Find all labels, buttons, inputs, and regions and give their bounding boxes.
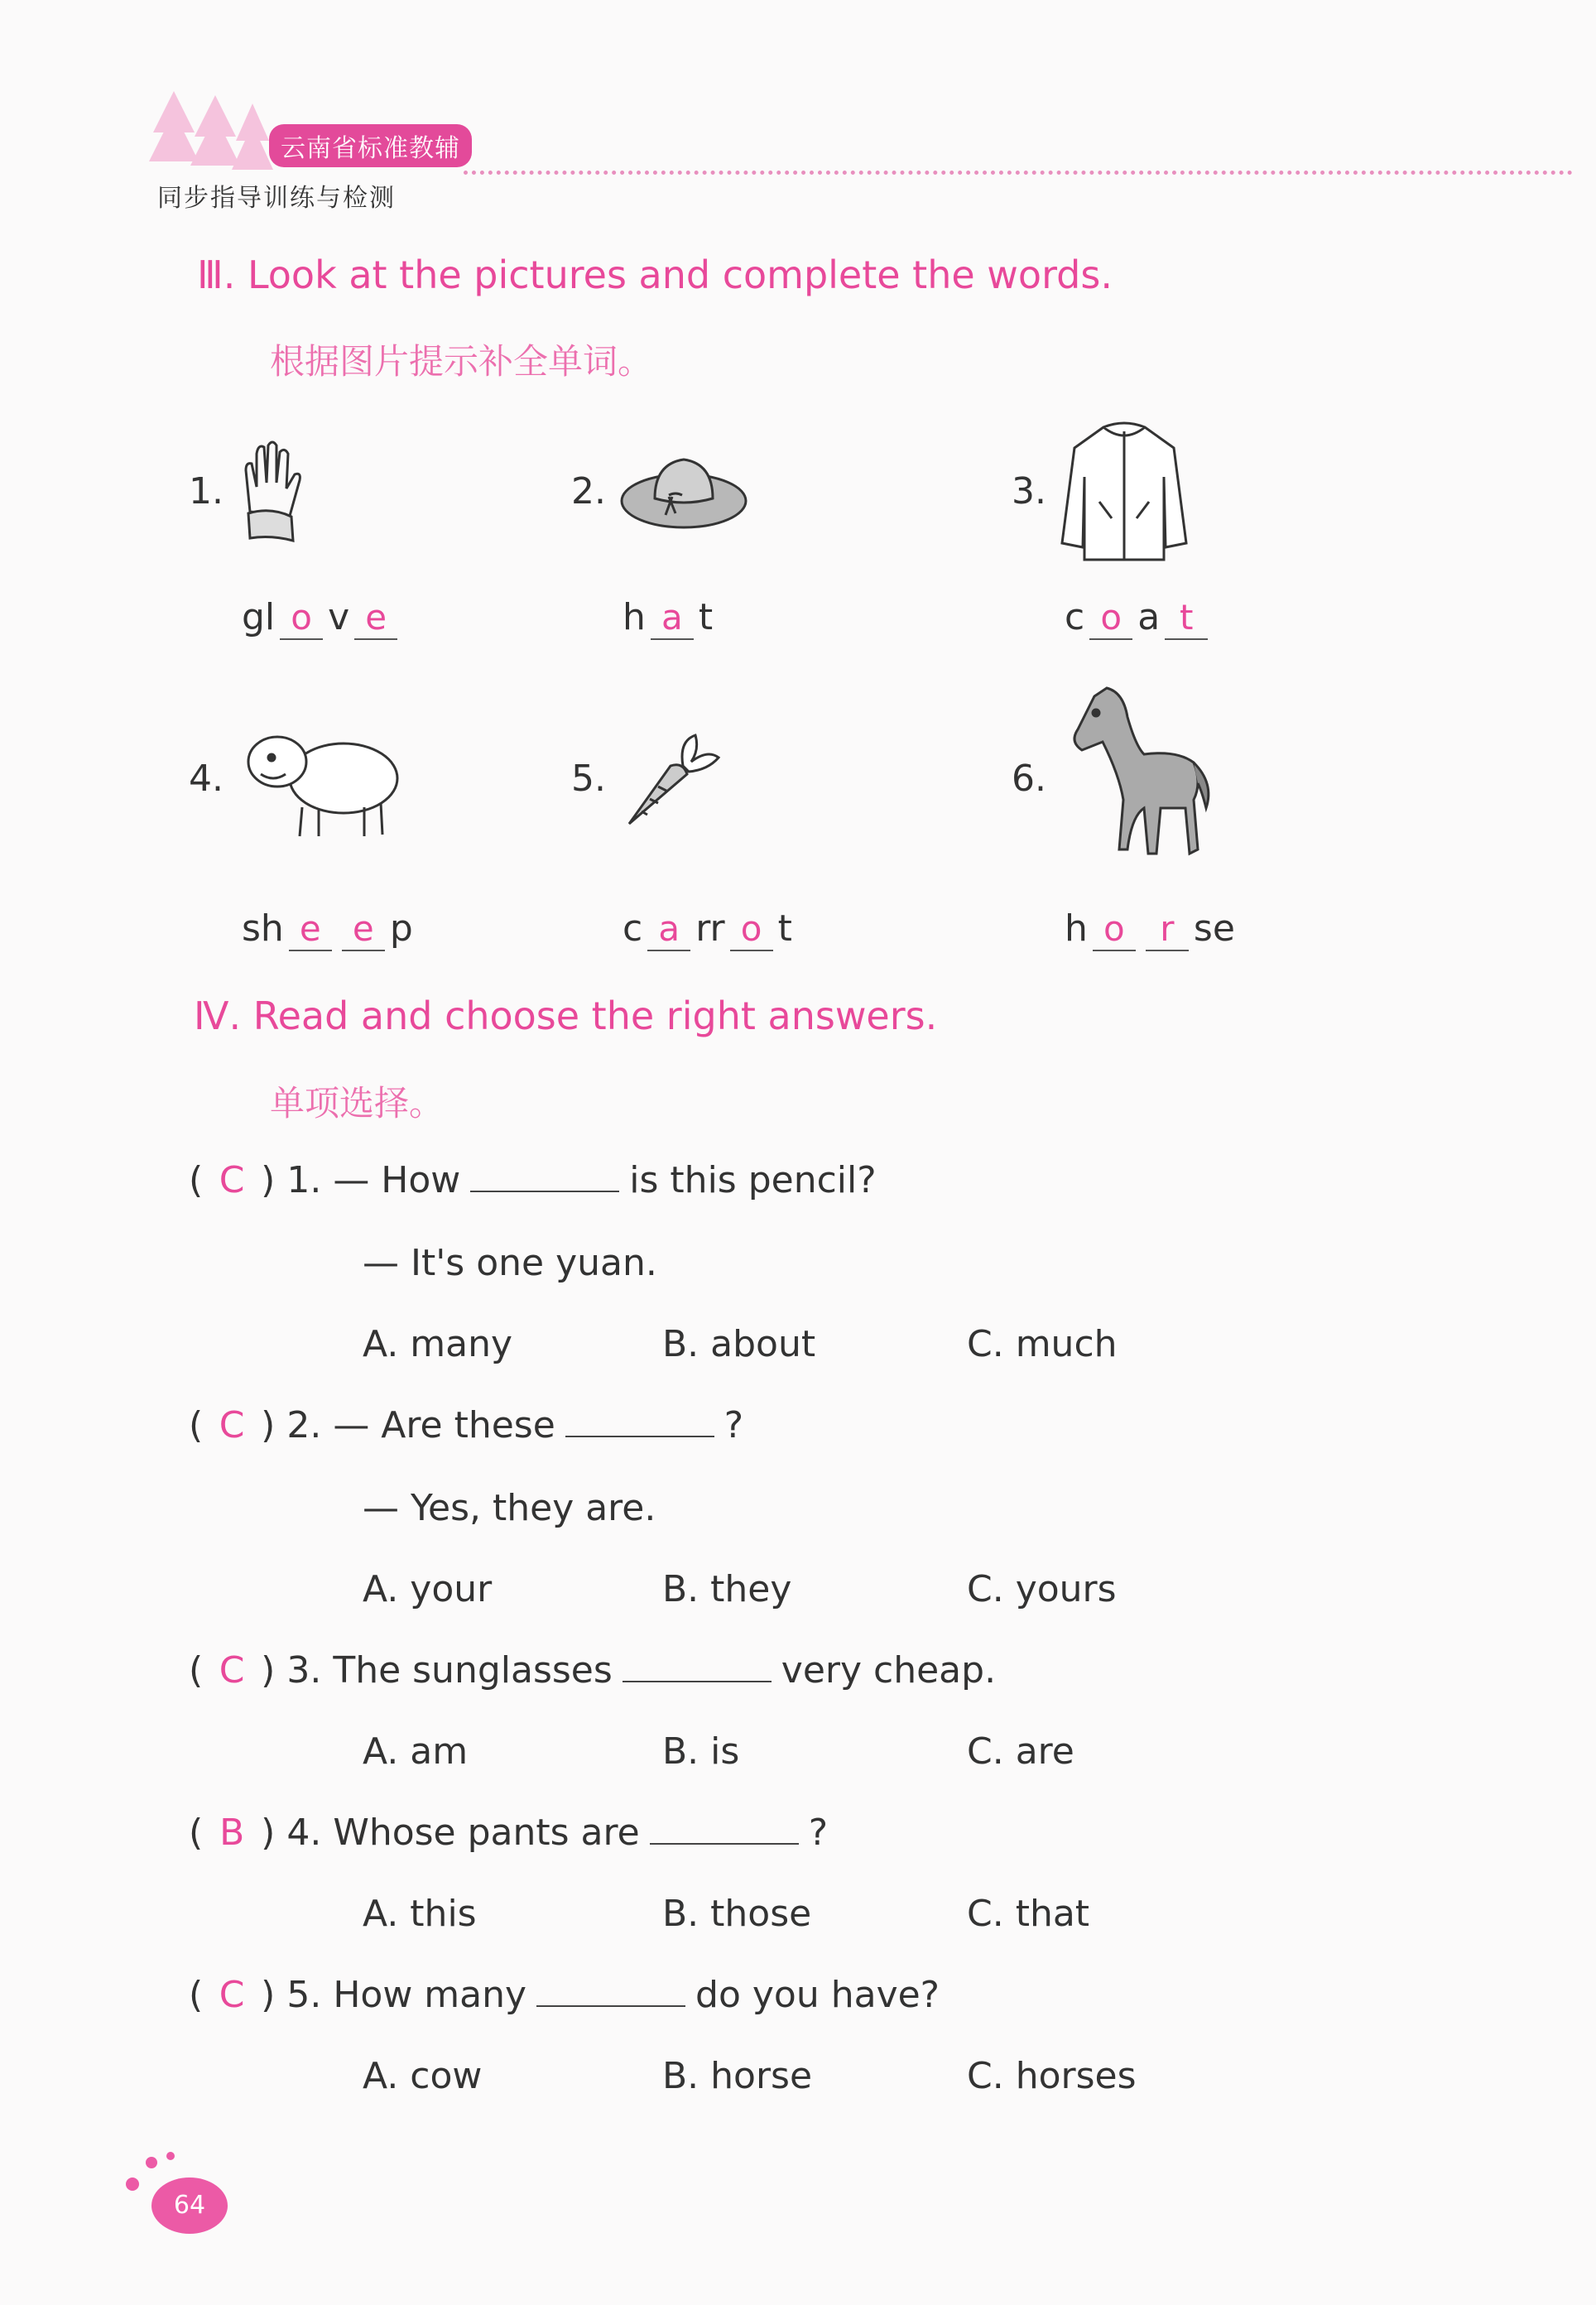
- horse-icon: [1061, 684, 1227, 874]
- answer-slot[interactable]: C: [219, 1404, 245, 1446]
- page-number: 64: [151, 2177, 228, 2234]
- section-3-subtitle: 根据图片提示补全单词。: [270, 341, 653, 382]
- option-c[interactable]: C. are: [967, 1730, 1074, 1773]
- answer-slot[interactable]: B: [219, 1812, 245, 1854]
- item-number: 2.: [571, 470, 606, 512]
- option-a[interactable]: A. your: [363, 1568, 493, 1610]
- question-5: ( C ) 5. How many do you have?: [189, 1974, 940, 2016]
- option-b[interactable]: B. horse: [662, 2055, 813, 2097]
- header-divider: [464, 171, 1573, 175]
- word-blank[interactable]: e: [354, 600, 397, 640]
- series-badge: 云南省标准教辅: [269, 124, 472, 167]
- carrot-icon: [621, 729, 724, 832]
- item-number: 1.: [189, 470, 224, 512]
- word-blank[interactable]: o: [730, 912, 773, 951]
- option-b[interactable]: B. they: [662, 1568, 792, 1610]
- word-carrot: c a rr o t: [623, 907, 792, 950]
- word-blank[interactable]: t: [1165, 600, 1208, 640]
- question-1: ( C ) 1. — How is this pencil?: [189, 1159, 877, 1201]
- word-blank[interactable]: a: [647, 912, 690, 951]
- question-2-reply: — Yes, they are.: [363, 1487, 656, 1529]
- item-number: 3.: [1012, 470, 1046, 512]
- question-2: ( C ) 2. — Are these ?: [189, 1404, 744, 1446]
- word-hat: h a t: [623, 596, 714, 638]
- option-a[interactable]: A. cow: [363, 2055, 483, 2097]
- word-glove: gl o v e: [242, 596, 402, 640]
- hat-icon: [618, 447, 750, 538]
- word-coat: c o a t: [1065, 596, 1213, 640]
- word-blank[interactable]: e: [289, 912, 332, 951]
- answer-slot[interactable]: C: [219, 1649, 245, 1691]
- item-number: 4.: [189, 758, 224, 800]
- book-subtitle: 同步指导训练与检测: [157, 184, 396, 213]
- option-c[interactable]: C. much: [967, 1323, 1118, 1365]
- answer-slot[interactable]: C: [219, 1974, 245, 2016]
- section-4-subtitle: 单项选择。: [270, 1083, 445, 1124]
- option-b[interactable]: B. is: [662, 1730, 740, 1773]
- word-blank[interactable]: r: [1146, 912, 1189, 951]
- word-blank[interactable]: a: [651, 600, 694, 640]
- word-blank[interactable]: o: [280, 600, 323, 640]
- word-blank[interactable]: o: [1093, 912, 1136, 951]
- word-horse: h o r se: [1065, 907, 1235, 950]
- answer-line: [650, 1843, 799, 1845]
- word-blank[interactable]: e: [342, 912, 385, 951]
- answer-line: [470, 1191, 619, 1192]
- item-number: 6.: [1012, 758, 1046, 800]
- option-b[interactable]: B. those: [662, 1893, 812, 1935]
- word-blank[interactable]: o: [1089, 600, 1132, 640]
- option-a[interactable]: A. this: [363, 1893, 477, 1935]
- glove-icon: [233, 437, 312, 545]
- section-3-title: Ⅲ. Look at the pictures and complete the words.: [197, 253, 1113, 297]
- option-a[interactable]: A. many: [363, 1323, 513, 1365]
- answer-slot[interactable]: C: [219, 1159, 245, 1201]
- word-sheep: sh e e p: [242, 907, 413, 950]
- section-4-title: Ⅳ. Read and choose the right answers.: [194, 994, 938, 1038]
- option-c[interactable]: C. that: [967, 1893, 1090, 1935]
- option-c[interactable]: C. yours: [967, 1568, 1117, 1610]
- answer-line: [536, 2005, 685, 2007]
- question-3: ( C ) 3. The sunglasses very cheap.: [189, 1649, 997, 1691]
- answer-line: [565, 1436, 714, 1437]
- coat-icon: [1058, 419, 1190, 568]
- sheep-icon: [240, 720, 401, 840]
- question-1-reply: — It's one yuan.: [363, 1242, 657, 1284]
- question-4: ( B ) 4. Whose pants are ?: [189, 1812, 829, 1854]
- answer-line: [623, 1681, 772, 1682]
- option-b[interactable]: B. about: [662, 1323, 816, 1365]
- option-c[interactable]: C. horses: [967, 2055, 1137, 2097]
- item-number: 5.: [571, 758, 606, 800]
- option-a[interactable]: A. am: [363, 1730, 469, 1773]
- tree-logo-icon: [149, 83, 273, 174]
